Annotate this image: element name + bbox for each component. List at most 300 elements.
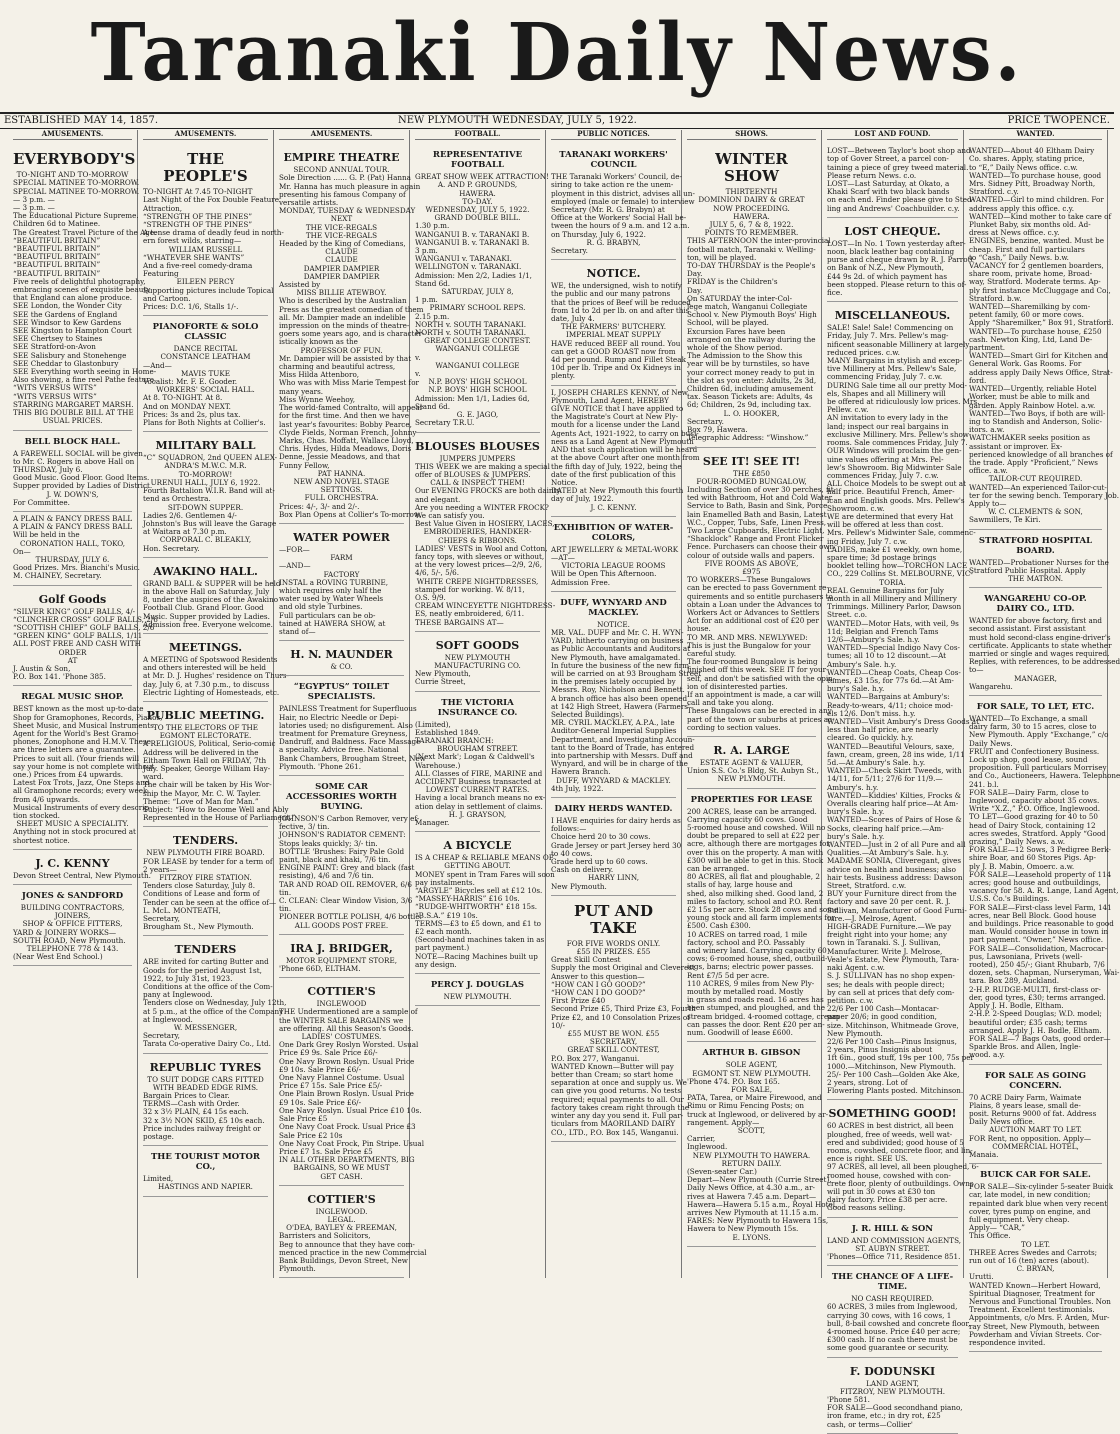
advert-text: Also showing, a fine reel Pathe feature,: [13, 375, 157, 385]
advertisement: [13, 850, 151, 885]
advert-text: Stand 6d.: [415, 278, 451, 288]
advert-text: at 5 p.m., at the office of the Company: [143, 1006, 284, 1016]
advert-text: any design.: [415, 959, 457, 969]
advert-text: VACANCY for 2 gentlemen boarders,: [969, 261, 1104, 271]
advert-text: Carrying capacity 60 cows. Good: [687, 814, 808, 824]
advert-text: NORTH v. SOUTH TARANAKI.: [415, 328, 526, 338]
advert-title: MEETINGS.: [168, 640, 243, 654]
advert-text: cash, or terms—Collier': [827, 1419, 913, 1429]
advert-text: Electric Lighting of Homesteads, etc.: [143, 687, 280, 697]
advert-text: TO WORKERS—These Bungalows: [687, 575, 811, 585]
advert-text: man. Would consider house in town in: [969, 927, 1109, 937]
advert-text: JOHNSON'S Carbon Remover, very ef-: [279, 814, 420, 823]
advert-text: run out of 16 (ten) acres (about).: [969, 1255, 1090, 1265]
advert-text: advice on health and business; also: [827, 864, 956, 874]
advert-text: WANGANUI COLLEGE: [435, 344, 520, 354]
advert-text: 1 p.m.: [415, 295, 438, 305]
advertisement: [415, 433, 561, 632]
advert-text: EGMONT ELECTORATE.: [159, 731, 252, 741]
advert-text: WELLINGTON v. TARANAKI.: [415, 262, 522, 272]
advert-text: charming and beautiful actress,: [279, 362, 396, 372]
advert-title: JONES & SANDFORD: [21, 891, 124, 902]
advert-text: DANCE RECITAL: [173, 344, 238, 354]
advert-text: Depart—New Plymouth (Currie Street),: [687, 1175, 832, 1185]
advertisement: [687, 1042, 838, 1246]
advert-text: Who is described by the Australian: [279, 296, 407, 306]
advert-text: O.S. 9/9.: [415, 592, 446, 602]
advert-text: your correct money ready to put in: [687, 367, 815, 377]
advert-text: “SILVER KING” GOLF BALLS, 4/-: [13, 606, 136, 616]
advert-title: COTTIER'S: [307, 1192, 376, 1206]
advert-text: SALE! Sale! Sale! Commencing on: [827, 323, 954, 333]
advert-text: treatment for Premature Greyness,: [279, 728, 408, 738]
advert-text: num. Goodwill of lease £600.: [687, 1028, 793, 1038]
advert-text: Plains, 8 years lease, small de-: [969, 1100, 1081, 1110]
advert-text: tween the hours of 9 a.m. and 12 a.m.: [551, 221, 690, 231]
advert-text: MANUFACTURING CO.: [434, 660, 521, 670]
advert-text: one.) Prices from £4 upwards.: [13, 770, 124, 779]
advert-text: tend as Orchestra.: [143, 494, 211, 504]
advert-text: “WITS VERSUS WITS”: [13, 391, 97, 401]
advert-text: Union S.S. Co.'s Bldg, St. Aubyn St.,: [687, 766, 819, 776]
advert-text: Goods for the period August 1st,: [143, 965, 262, 975]
advert-text: VICTORIA LEAGUE ROOMS: [561, 561, 666, 571]
advert-text: Represented in the House of Parliament.”: [143, 813, 296, 823]
advert-text: 1ft 6in., good stuff, 19s per 100, 75s per: [827, 1053, 974, 1063]
advert-text: Ambury's. h.y.: [827, 782, 879, 792]
advert-text: FOR Rent, no opposition. Apply—: [969, 1133, 1092, 1143]
advert-text: Stratford. b.w.: [969, 293, 1022, 303]
advert-text: Fence. Purchasers can choose their own: [687, 542, 835, 552]
advert-text: Secretary,: [143, 914, 180, 924]
advert-title: REGAL MUSIC SHOP.: [21, 692, 124, 703]
advert-text: MISS BILLIE ATEWBOY.: [296, 288, 387, 298]
advert-text: fancy tops, with sleeves or without,: [415, 551, 545, 561]
advert-text: WANTED—Special Indigo Navy Cos-: [827, 643, 960, 653]
advert-text: Assisted by: [279, 280, 321, 290]
advert-text: £55 IN PRIZES. £55: [576, 947, 651, 957]
advert-text: can be arranged.: [687, 864, 750, 874]
advert-text: CORPORAL C. BLEAKLY,: [159, 535, 252, 545]
advert-text: PROFESSOR OF FUN.: [300, 345, 383, 355]
advert-text: WANTED—To purchase house, £250: [969, 326, 1102, 336]
advert-text: office. a.w.: [969, 466, 1008, 476]
advert-text: ling and Andrews' Coachbuilder. c.y.: [827, 203, 960, 213]
advert-text: Secretary.: [551, 246, 588, 256]
advert-text: Secretary (Mr. R. G. Brabyn) at: [551, 205, 665, 215]
advert-text: Treatment. Excellent testimonials.: [969, 1305, 1095, 1315]
column-8: [964, 129, 1120, 1347]
advert-text: the fifth day of July, 1922, being the: [551, 461, 682, 471]
advert-text: finished off this week. SEE IT for your-: [687, 665, 829, 675]
advert-text: TARANAKI BRANCH:: [415, 735, 494, 745]
advert-text: Theme: “Love of Man for Man.”: [143, 796, 259, 806]
advert-text: factory takes cream right through the: [551, 1102, 690, 1112]
advert-text: SATURDAY, JULY 8,: [441, 287, 514, 297]
advertisement: [279, 776, 422, 935]
advert-text: WORKERS' SOCIAL HALL.: [156, 385, 255, 395]
advert-text: BUILDING CONTRACTORS,: [20, 903, 125, 913]
advert-text: arrives New Plymouth at 11.15 a.m.: [687, 1207, 819, 1217]
advertisement: [827, 218, 974, 302]
advert-text: THIS AFTERNOON the inter-provincial: [687, 236, 831, 246]
advert-text: These Bungalows can be erected in any: [687, 706, 832, 716]
advert-text: £2 15s per acre. Stock 28 cows and some: [687, 905, 839, 915]
advert-text: One Navy Coat Frock, Pin Stripe. Usual: [279, 1138, 425, 1148]
advert-text: —AND—: [279, 561, 311, 571]
advert-text: Sheet Music, and Musical Instruments.: [13, 720, 157, 730]
advert-title: FOR SALE AS GOING CONCERN.: [985, 1070, 1086, 1091]
advert-text: And on MONDAY NEXT.: [143, 401, 231, 411]
advert-text: TO SUIT DODGE CARS FITTED: [147, 1074, 264, 1084]
advert-text: BROUGHAM STREET.: [436, 744, 519, 754]
advert-text: Hawera—Hawera 5.15 a.m., Royal Hotel,: [687, 1199, 838, 1209]
advert-text: Musical Instruments of every descrip-: [13, 802, 152, 812]
advert-text: A PLAIN & FANCY DRESS BALL: [13, 522, 133, 532]
advert-text: by can sell at prices that defy com-: [827, 987, 955, 997]
advert-text: Children 6d, including amusement: [687, 384, 814, 394]
advert-text: town in Taranaki. S. J. Sullivan,: [827, 938, 941, 948]
advert-title: J. R. HILL & SON: [851, 1223, 934, 1234]
advert-text: THE Undermentioned are a sample of: [279, 1007, 418, 1017]
advert-text: BARGAINS, SO WE MUST: [293, 1163, 390, 1173]
advert-text: N.P. BOYS' HIGH SCHOOL: [428, 377, 527, 387]
advert-text: G. E. JAGO,: [456, 410, 499, 420]
advert-text: rooted), 250 45/-; Giant Rhubarb, 7/6: [969, 960, 1105, 970]
advert-text: Second Prize £5, Third Prize £3, Fourth: [551, 1004, 696, 1014]
advert-text: Grade herd up to 60 cows.: [551, 857, 648, 867]
advert-text: at Inglewood.: [143, 1014, 193, 1024]
advert-text: ORDER: [58, 647, 87, 657]
advert-text: shed, also milking shed. Good land, 2: [687, 888, 824, 898]
advert-text: 32 x 3½ PLAIN, £4 15s each.: [143, 1107, 249, 1117]
advert-text: IMPERIAL MEAT SUPPLY: [566, 330, 661, 340]
advert-text: WANGANUI B. v. TARANAKI B.: [415, 237, 530, 247]
advertisement: [969, 144, 1120, 529]
advert-title: PROPERTIES FOR LEASE: [690, 794, 813, 805]
advert-text: part payment. “Owner,” News office.: [969, 935, 1104, 945]
advert-text: SETTINGS.: [320, 485, 363, 495]
advert-title: REPRESENTATIVE FOOTBALL: [432, 150, 523, 171]
advert-text: Will be held in the: [13, 530, 80, 540]
advert-text: FRIDAY is the Children's: [687, 277, 778, 287]
advert-text: 10 ACRES on tarred road, 1 mile: [687, 929, 808, 939]
advert-text: part payment.): [415, 943, 470, 953]
advert-text: Our EVENING FROCKS are both dainty: [415, 486, 561, 496]
advert-text: Prices to suit all. (Your friends will: [13, 753, 140, 763]
advert-text: FARES: New Plymouth to Hawera 15s,: [687, 1216, 829, 1226]
advert-text: The four-roomed Bungalow is being: [687, 657, 818, 667]
advert-text: Showroom. c.w.: [827, 503, 885, 513]
advert-text: exclusive Millinery. Mrs. Pellew's show-: [827, 429, 972, 439]
advert-text: GRAND BALL & SUPPER will be held: [143, 578, 281, 588]
newspaper-title: Taranaki Daily News.: [90, 6, 1024, 100]
advert-text: purse and cheque drawn by R. J. Parrott: [827, 255, 974, 265]
advertisement: [827, 1218, 962, 1267]
advert-text: Plymouth. 'Phone 261.: [279, 761, 361, 771]
advert-text: One Navy Roslyn. Usual Price £10 10s.: [279, 1105, 422, 1115]
advert-text: Press as the greatest comedian of them: [279, 304, 424, 314]
advert-text: Hair, no Electric Needle or Depi-: [279, 712, 399, 722]
advert-text: can give you good returns. No tests: [551, 1086, 682, 1096]
advert-text: at Mr. D. J. Hughes' residence on Thurs-: [143, 671, 289, 681]
advert-text: This is just the Bungalow for your: [687, 640, 811, 650]
advert-text: NEW PLYMOUTH TO HAWERA.: [692, 1150, 811, 1160]
advert-text: “WITS VERSUS WITS”: [13, 383, 97, 393]
advert-title: EXHIBITION OF WATER-COLORS,: [553, 522, 674, 543]
advert-text: J. C. KENNY.: [590, 502, 637, 512]
advert-text: ted with Bathroom, Hot and Cold Water: [687, 493, 833, 503]
advert-title: WATER POWER: [293, 530, 390, 544]
advert-text: CO., 229 Collins St. MELBOURNE, VIC-: [827, 569, 973, 579]
advert-text: required; equal payments to all. Our: [551, 1094, 684, 1104]
advert-title: PUBLIC MEETING.: [146, 708, 265, 722]
advert-title: EMPIRE THEATRE: [283, 151, 400, 165]
advert-title: AWAKINO HALL.: [153, 564, 258, 578]
advert-text: Apply J. H. Bodle, Eltham.: [969, 1001, 1064, 1011]
advert-text: careful study.: [687, 648, 737, 658]
advert-text: into partnership with Messrs. Duff and: [551, 750, 693, 760]
advert-text: FOR SALE—Good secondhand piano,: [827, 1403, 963, 1413]
advert-text: 'Phones—Office 711, Residence 851.: [827, 1251, 961, 1261]
advert-text: Plunket Baby, six months old. Ad-: [969, 220, 1091, 230]
advert-text: respondence invited.: [969, 1338, 1046, 1347]
advertisement: [551, 386, 700, 517]
advert-text: been stumped, and ploughed, and the: [687, 1003, 825, 1013]
advert-text: BUY your Furniture direct from the: [827, 889, 957, 899]
advert-text: last year's favourites: Bobby Pearce,: [279, 419, 412, 429]
advert-text: WEDNESDAY, JULY 5, 1922.: [425, 205, 530, 215]
advert-text: ENGINES, benzine, wanted. Must be: [969, 236, 1104, 246]
advert-text: Marks, Chas. Moffatt, Wallace Lloyd,: [279, 435, 414, 445]
advertisement: [415, 144, 549, 432]
advert-text: at Waitara at 7.30 p.m.: [143, 527, 227, 537]
dateline-bar: [0, 112, 1114, 129]
advert-text: HIGH-GRADE Furniture.—We pay: [827, 922, 952, 932]
advert-text: NEW PLYMOUTH FIRE BOARD.: [146, 848, 265, 858]
advert-text: The Greatest Travel Picture of the Age.: [13, 227, 157, 237]
advert-text: FRUIT and Confectionery Business.: [969, 746, 1100, 756]
advert-text: Plymouth, Land Agent, HEREBY: [551, 395, 669, 405]
advert-title: THE PEOPLE'S: [163, 150, 248, 186]
advert-text: For Committee.: [13, 497, 70, 507]
advert-text: Admission: Men 2/2, Ladies 1/1,: [415, 270, 532, 280]
advert-text: impression on the minds of theatre-: [279, 321, 410, 331]
advert-text: the slot as you enter: Adults, 2s 3d,: [687, 375, 817, 385]
advertisement: [415, 632, 540, 692]
advert-text: top of Gover Street, a parcel con-: [827, 154, 949, 164]
advert-title: NOTICE.: [586, 267, 641, 281]
advert-text: latories used; no disfigurement. Also: [279, 720, 413, 730]
advert-text: Telegraphic Address: “Winshow.”: [687, 433, 809, 443]
advert-text: — 3 p.m. —: [13, 203, 55, 213]
advert-text: ion of disinterested parties.: [687, 681, 788, 691]
advert-text: 2 years—: [143, 864, 177, 874]
advert-text: arranged. Apply J. H. Bodle, Eltham.: [969, 1025, 1102, 1035]
advert-text: J. W. DOWN'S,: [46, 489, 99, 499]
advert-text: LAND AND COMMISSION AGENTS,: [827, 1235, 962, 1245]
advert-text: W.C., Copper, Tubs, Safe, Linen Press,: [687, 517, 827, 527]
advert-text: the public and our many patrons: [551, 289, 671, 299]
advert-text: Bank Buildings, Devon Street, New: [279, 1255, 408, 1265]
advert-text: Overalls clearing half price—At Am-: [827, 799, 959, 809]
advert-text: TERMS—£3 to £5 down, and £1 to: [415, 918, 542, 928]
advert-text: and winery land. Carrying capacity 60: [687, 946, 827, 956]
advert-text: ing to Standish and Anderson, Solic-: [969, 416, 1102, 426]
advert-text: ENGINE PAINT: Grey and black (fast: [279, 863, 415, 873]
advert-text: beautiful order; £35 cash; terms: [969, 1017, 1088, 1027]
advert-text: On SATURDAY the inter-Col-: [687, 293, 793, 303]
advert-text: Supply the most Original and Cleverest: [551, 963, 695, 973]
advert-text: Children 6d to Matinee.: [13, 219, 101, 229]
advert-title: WINTER SHOW: [715, 150, 788, 186]
advert-text: NORTH v. SOUTH TARANAKI.: [415, 319, 526, 329]
advert-text: GET CASH.: [320, 1171, 363, 1181]
advert-text: Day.: [687, 285, 703, 295]
advert-text: CO., LTD., P.O. Box 145, Wanganui.: [551, 1127, 679, 1137]
advert-text: bull, 8-bail cowshed and concrete floor,: [827, 1318, 971, 1328]
advert-text: Lock up shop, good lease, sound: [969, 755, 1088, 764]
advert-text: INGLEWOOD.: [315, 1206, 368, 1216]
advert-text: ican and English goods. Mrs. Pellew's: [827, 495, 965, 505]
advertisement: [827, 1266, 971, 1357]
advert-text: at the very lowest prices—2/9, 2/6,: [415, 560, 542, 570]
advert-text: £55 MUST BE WON. £55: [567, 1029, 660, 1039]
advert-text: N.P. BOYS' HIGH SCHOOL: [428, 385, 527, 395]
advert-text: Sparkle Bros. and Allen, Ingle-: [969, 1042, 1081, 1052]
advert-text: pany at Inglewood.: [143, 990, 213, 1000]
advert-text: Price £7 1s. Sale Price £5: [279, 1146, 373, 1156]
advert-text: v.: [415, 352, 421, 362]
advert-text: HAWERA.: [733, 211, 770, 221]
advert-text: date of the first publication of this: [551, 469, 676, 479]
advert-text: C. CLEAN: Clear Window Vision, 3/6: [279, 896, 413, 906]
advert-text: ACCIDENT Business transacted at: [415, 777, 542, 786]
advert-text: call and take you along.: [687, 698, 774, 708]
advert-text: tin.: [279, 887, 292, 897]
advert-text: commences Friday, July 7. c.w.: [827, 470, 939, 480]
advert-text: A RELIGIOUS, Political, Serio-comic: [143, 739, 276, 749]
advert-text: £300 cash. If no cash there must be: [827, 1335, 958, 1345]
advert-text: LADIES, make £1 weekly, own home,: [827, 544, 963, 554]
advert-text: Sale Price £5: [279, 1114, 328, 1124]
advert-text: NEW PLYMOUTH.: [717, 774, 786, 784]
advert-text: noon, black leather bag containing: [827, 247, 955, 257]
advert-text: and others interested will be held: [143, 663, 267, 673]
advert-text: Box Plan Opens at Collier's To-morrow.: [279, 509, 422, 519]
advert-text: and old style Turbines.: [279, 602, 363, 612]
column-heading: WANTED.: [969, 130, 1102, 140]
advert-text: winter any day you send it. Full par-: [551, 1111, 684, 1121]
advert-text: Funny Fellow,: [279, 460, 330, 470]
advert-text: perienced knowledge of all branches of: [969, 449, 1113, 459]
advertisement: [279, 144, 425, 524]
advert-text: Dandruff, and Baldness. Face Massage: [279, 737, 421, 747]
advert-text: In future the business of the new firm: [551, 660, 690, 670]
advert-text: “Shacklock” Range and Front Flicker: [687, 534, 824, 544]
advertisement: [551, 896, 696, 1142]
advert-text: THIS WEEK we are making a special: [415, 461, 550, 471]
advert-text: AUCTION MART TO LET.: [989, 1125, 1082, 1135]
advertisement: [969, 696, 1120, 1065]
advertisement: [13, 586, 158, 687]
advert-title: J. C. KENNY: [35, 856, 110, 870]
advert-text: LAND AGENT,: [866, 1378, 919, 1388]
advert-text: “WHATEVER SHE WANTS”: [143, 252, 245, 262]
advertisement: [143, 1054, 268, 1147]
advertisement: [143, 827, 277, 936]
advert-text: Tenders close on Wednesday, July 12th,: [143, 998, 287, 1008]
advert-text: ter for the sewing bench. Temporary Job.: [969, 490, 1120, 500]
advert-text: WHITE CREPE NIGHTDRESSES,: [416, 576, 539, 586]
advert-text: tant to the Board of Trade, has entered: [551, 742, 695, 752]
advert-text: “HOW CAN I DO GOOD?”: [551, 988, 646, 998]
advert-text: doubt be prepared to sell at £22 per: [687, 831, 820, 841]
advert-text: “STRENGTH OF THE PINES”: [143, 220, 252, 230]
advert-text: must hold second-class engine-driver's: [969, 632, 1111, 642]
advert-text: address apply Daily News Office, Strat-: [969, 367, 1113, 377]
advert-text: (Limited),: [415, 719, 451, 729]
advert-text: First Prize £40: [551, 996, 606, 1006]
advert-text: Urutti.: [969, 1272, 994, 1282]
advert-text: pay instalments.: [415, 877, 475, 887]
advert-text: dairy factory. Price £38 per acre.: [827, 1195, 948, 1205]
advert-text: New Plymouth, have amalgamated.: [551, 652, 681, 662]
advert-text: BEST known as the most up-to-date: [13, 704, 144, 714]
advert-text: and Co., Auctioneers, Hawera. Telephone: [969, 771, 1120, 781]
advert-text: many years.: [279, 386, 324, 396]
advert-text: A PLAIN & FANCY DRESS BALL: [13, 513, 133, 523]
advertisement: [415, 974, 540, 1006]
advertisement: [827, 144, 975, 218]
advert-text: DAMPIER DAMPIER: [303, 263, 380, 273]
advert-text: Rimu or Rimu Fencing Posts; on: [687, 1101, 805, 1111]
advert-text: der, good tyres, £30; terms arranged.: [969, 992, 1106, 1002]
advert-text: Bank Chambers, Brougham Street, New: [279, 753, 426, 763]
advert-text: versatile artists.: [279, 198, 339, 208]
advert-text: Secretary,: [143, 1031, 180, 1041]
advert-title: BLOUSES BLOUSES: [415, 439, 540, 453]
advert-text: Street, Stratford. c.w.: [827, 881, 907, 891]
advert-text: day, July 6, at 7.30 p.m., to discuss: [143, 679, 270, 689]
advert-text: Beg to announce that they have com-: [279, 1239, 415, 1249]
advert-text: BOTTLE 'Brushes: Fairy Pale Gold: [279, 846, 405, 856]
advertisement: [687, 789, 840, 1043]
advert-text: embracing scenes of exquisite beauty: [13, 285, 151, 295]
advert-text: Daily News.: [969, 738, 1013, 748]
advert-text: Who was with Miss Marie Tempest for: [279, 378, 419, 388]
advert-text: hair tests. Business address: Dawson: [827, 872, 963, 882]
advert-text: Prices: D.C. 1/6, Stalls 1/-.: [143, 302, 239, 312]
advert-text: L. McL. MONTEATH,: [143, 905, 221, 915]
column-heading: FOOTBALL.: [415, 130, 540, 140]
advert-text: 97 ACRES, all level, all been ploughed, 6-: [827, 1162, 979, 1172]
advert-text: second assistant. First assistant: [969, 624, 1086, 634]
advert-text: LADIES' VESTS in Wool and Cotton,: [415, 543, 548, 553]
advert-text: Price includes railway freight or: [143, 1123, 261, 1133]
advert-text: £2 each month.: [415, 927, 472, 937]
advert-text: FARM: [330, 553, 353, 563]
advert-text: 3 p.m.: [415, 246, 438, 256]
advert-text: FIVE ROOMS AS ABOVE,: [704, 558, 799, 568]
advert-text: “C” SQUADRON, 2nd QUEEN ALEX-: [143, 453, 278, 463]
advert-text: in the above Hall on Saturday, July: [143, 586, 270, 596]
advert-text: 4th July, 1922.: [551, 783, 604, 793]
advert-text: Manaia.: [969, 1149, 999, 1159]
advert-text: bury's Sale. h.y.: [827, 807, 885, 817]
advert-text: ES, neatly embroidered, 6/11.: [415, 609, 525, 619]
advert-text: follows:—: [551, 824, 587, 834]
